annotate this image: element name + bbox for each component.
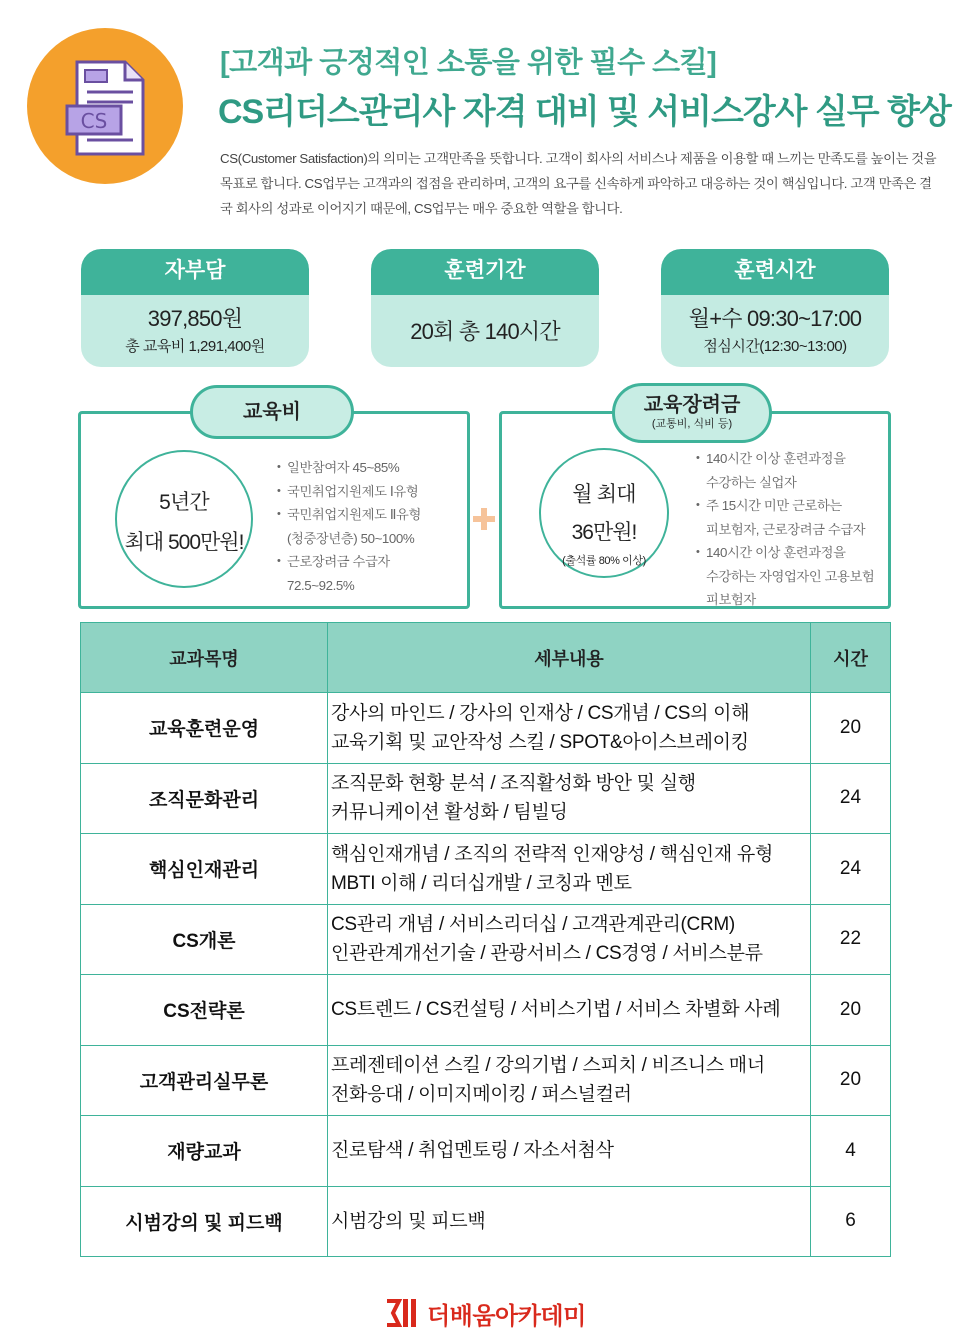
column-header-subject: 교과목명: [81, 623, 328, 693]
subject-name: 핵심인재관리: [81, 834, 328, 905]
list-item: • 140시간 이상 훈련과정을: [696, 541, 892, 565]
allowance-label-text: 교육장려금: [643, 394, 741, 416]
subject-hours: 24: [811, 834, 891, 905]
list-item: • 국민취업지원제도 Ⅱ유형: [277, 503, 467, 527]
table-header-row: [81, 623, 891, 693]
list-item-continued: 피보험자, 근로장려금 수급자: [706, 521, 866, 537]
table-row: [81, 834, 891, 905]
list-item: • 국민취업지원제도 Ⅰ유형: [277, 480, 467, 504]
table-row: [81, 1116, 891, 1187]
subject-details: 조직문화 현황 분석 / 조직활성화 방안 및 실행 커뮤니케이션 활성화 / 팀빌딩: [328, 763, 811, 834]
tuition-circle-line2: 최대 500만원!: [124, 531, 244, 554]
allowance-circle-line2: 36만원!: [571, 521, 637, 544]
subject-name: CS개론: [81, 904, 328, 975]
brand-logo-icon: [385, 1297, 421, 1329]
document-icon: [27, 28, 183, 184]
card-training-time: [661, 249, 889, 367]
list-item-continued: (청중장년층) 50~100%: [287, 530, 415, 546]
tuition-box: [78, 411, 470, 609]
page-subtitle: [고객과 긍정적인 소통을 위한 필수 스킬]: [220, 47, 717, 79]
card-title: 훈련기간: [371, 249, 599, 295]
card-subtext: 총 교육비 1,291,400원: [125, 338, 265, 355]
card-self-payment: [81, 249, 309, 367]
subject-hours: 20: [811, 975, 891, 1046]
attendance-note: (출석률 80% 이상): [562, 555, 646, 567]
subject-details: 프레젠테이션 스킬 / 강의기법 / 스피치 / 비즈니스 매너 전화응대 / 이미지메이킹 / 퍼스널컬러: [328, 1045, 811, 1116]
subject-details: 핵심인재개념 / 조직의 전략적 인재양성 / 핵심인재 유형 MBTI 이해 / 리더십개발 / 코칭과 멘토: [328, 834, 811, 905]
subject-details: 진로탐색 / 취업멘토링 / 자소서첨삭: [328, 1116, 811, 1187]
list-item: • 근로장려금 수급자: [277, 550, 467, 574]
subject-hours: 22: [811, 904, 891, 975]
subject-hours: 24: [811, 763, 891, 834]
course-table: [80, 622, 891, 1257]
list-item: • 140시간 이상 훈련과정을: [696, 447, 892, 471]
card-subtext: 점심시간(12:30~13:00): [703, 338, 847, 355]
allowance-label-sub: (교통비, 식비 등): [651, 418, 733, 430]
table-row: [81, 1045, 891, 1116]
subject-name: CS전략론: [81, 975, 328, 1046]
subject-name: 고객관리실무론: [81, 1045, 328, 1116]
list-item-continued: 피보험자: [706, 592, 756, 607]
column-header-details: 세부내용: [328, 623, 811, 693]
subject-details: 강사의 마인드 / 강사의 인재상 / CS개념 / CS의 이해 교육기획 및 교안작성 스킬 / SPOT&아이스브레이킹: [328, 693, 811, 764]
subject-hours: 20: [811, 693, 891, 764]
allowance-label: [612, 383, 772, 443]
table-row: [81, 763, 891, 834]
subject-details: CS트렌드 / CS컨설팅 / 서비스기법 / 서비스 차별화 사례: [328, 975, 811, 1046]
card-title: 훈련시간: [661, 249, 889, 295]
card-title: 자부담: [81, 249, 309, 295]
tuition-bullets: [277, 456, 467, 597]
table-row: [81, 904, 891, 975]
list-item-continued: 수강하는 자영업자인 고용보험: [706, 568, 875, 584]
card-value: 월+수 09:30~17:00: [688, 306, 862, 331]
tuition-circle: [115, 450, 253, 588]
subject-details: 시범강의 및 피드백: [328, 1186, 811, 1257]
subject-name: 교육훈련운영: [81, 693, 328, 764]
subject-name: 재량교과: [81, 1116, 328, 1187]
subject-hours: 6: [811, 1186, 891, 1257]
list-item: • 일반참여자 45~85%: [277, 456, 467, 480]
table-row: [81, 1186, 891, 1257]
brand-name: 더배움아카데미: [427, 1303, 586, 1330]
page-description: CS(Customer Satisfaction)의 의미는 고객만족을 뜻합니다. 고객이 회사의 서비스나 제품을 이용할 때 느끼는 만족도를 높이는 것을 목표로 합니다. CS업무는 고객과의 접점을 관리하며, 고객의 요구를 신속하게 파악하고 대응하는 것이 핵심입니다. 고객 만족은 결국 회사의 성과로 이어지기 때문에, CS업무는 매우 중요한 역할을 합니다.: [220, 151, 937, 216]
list-item: • 주 15시간 미만 근로하는: [696, 494, 892, 518]
column-header-hours: 시간: [811, 623, 891, 693]
list-item-continued: 수강하는 실업자: [706, 474, 797, 490]
plus-icon: [471, 506, 497, 532]
tuition-label: 교육비: [190, 385, 354, 439]
cs-document-logo: [27, 28, 183, 184]
card-value: 20회 총 140시간: [410, 319, 560, 344]
subject-hours: 20: [811, 1045, 891, 1116]
allowance-circle-line1: 월 최대: [572, 483, 636, 506]
allowance-circle: [539, 448, 669, 578]
subject-details: CS관리 개념 / 서비스리더십 / 고객관계관리(CRM) 인관관계개선기술 / 관광서비스 / CS경영 / 서비스분류: [328, 904, 811, 975]
table-row: [81, 975, 891, 1046]
card-value: 397,850원: [147, 306, 243, 331]
table-row: [81, 693, 891, 764]
allowance-bullets: [696, 447, 892, 612]
subject-hours: 4: [811, 1116, 891, 1187]
list-item-continued: 72.5~92.5%: [287, 577, 355, 593]
tuition-circle-line1: 5년간: [159, 491, 209, 514]
page-title: CS리더스관리사 자격 대비 및 서비스강사 실무 향상: [218, 93, 951, 131]
logo-text: CS: [80, 109, 108, 133]
card-training-period: [371, 249, 599, 367]
subject-name: 조직문화관리: [81, 763, 328, 834]
subject-name: 시범강의 및 피드백: [81, 1186, 328, 1257]
